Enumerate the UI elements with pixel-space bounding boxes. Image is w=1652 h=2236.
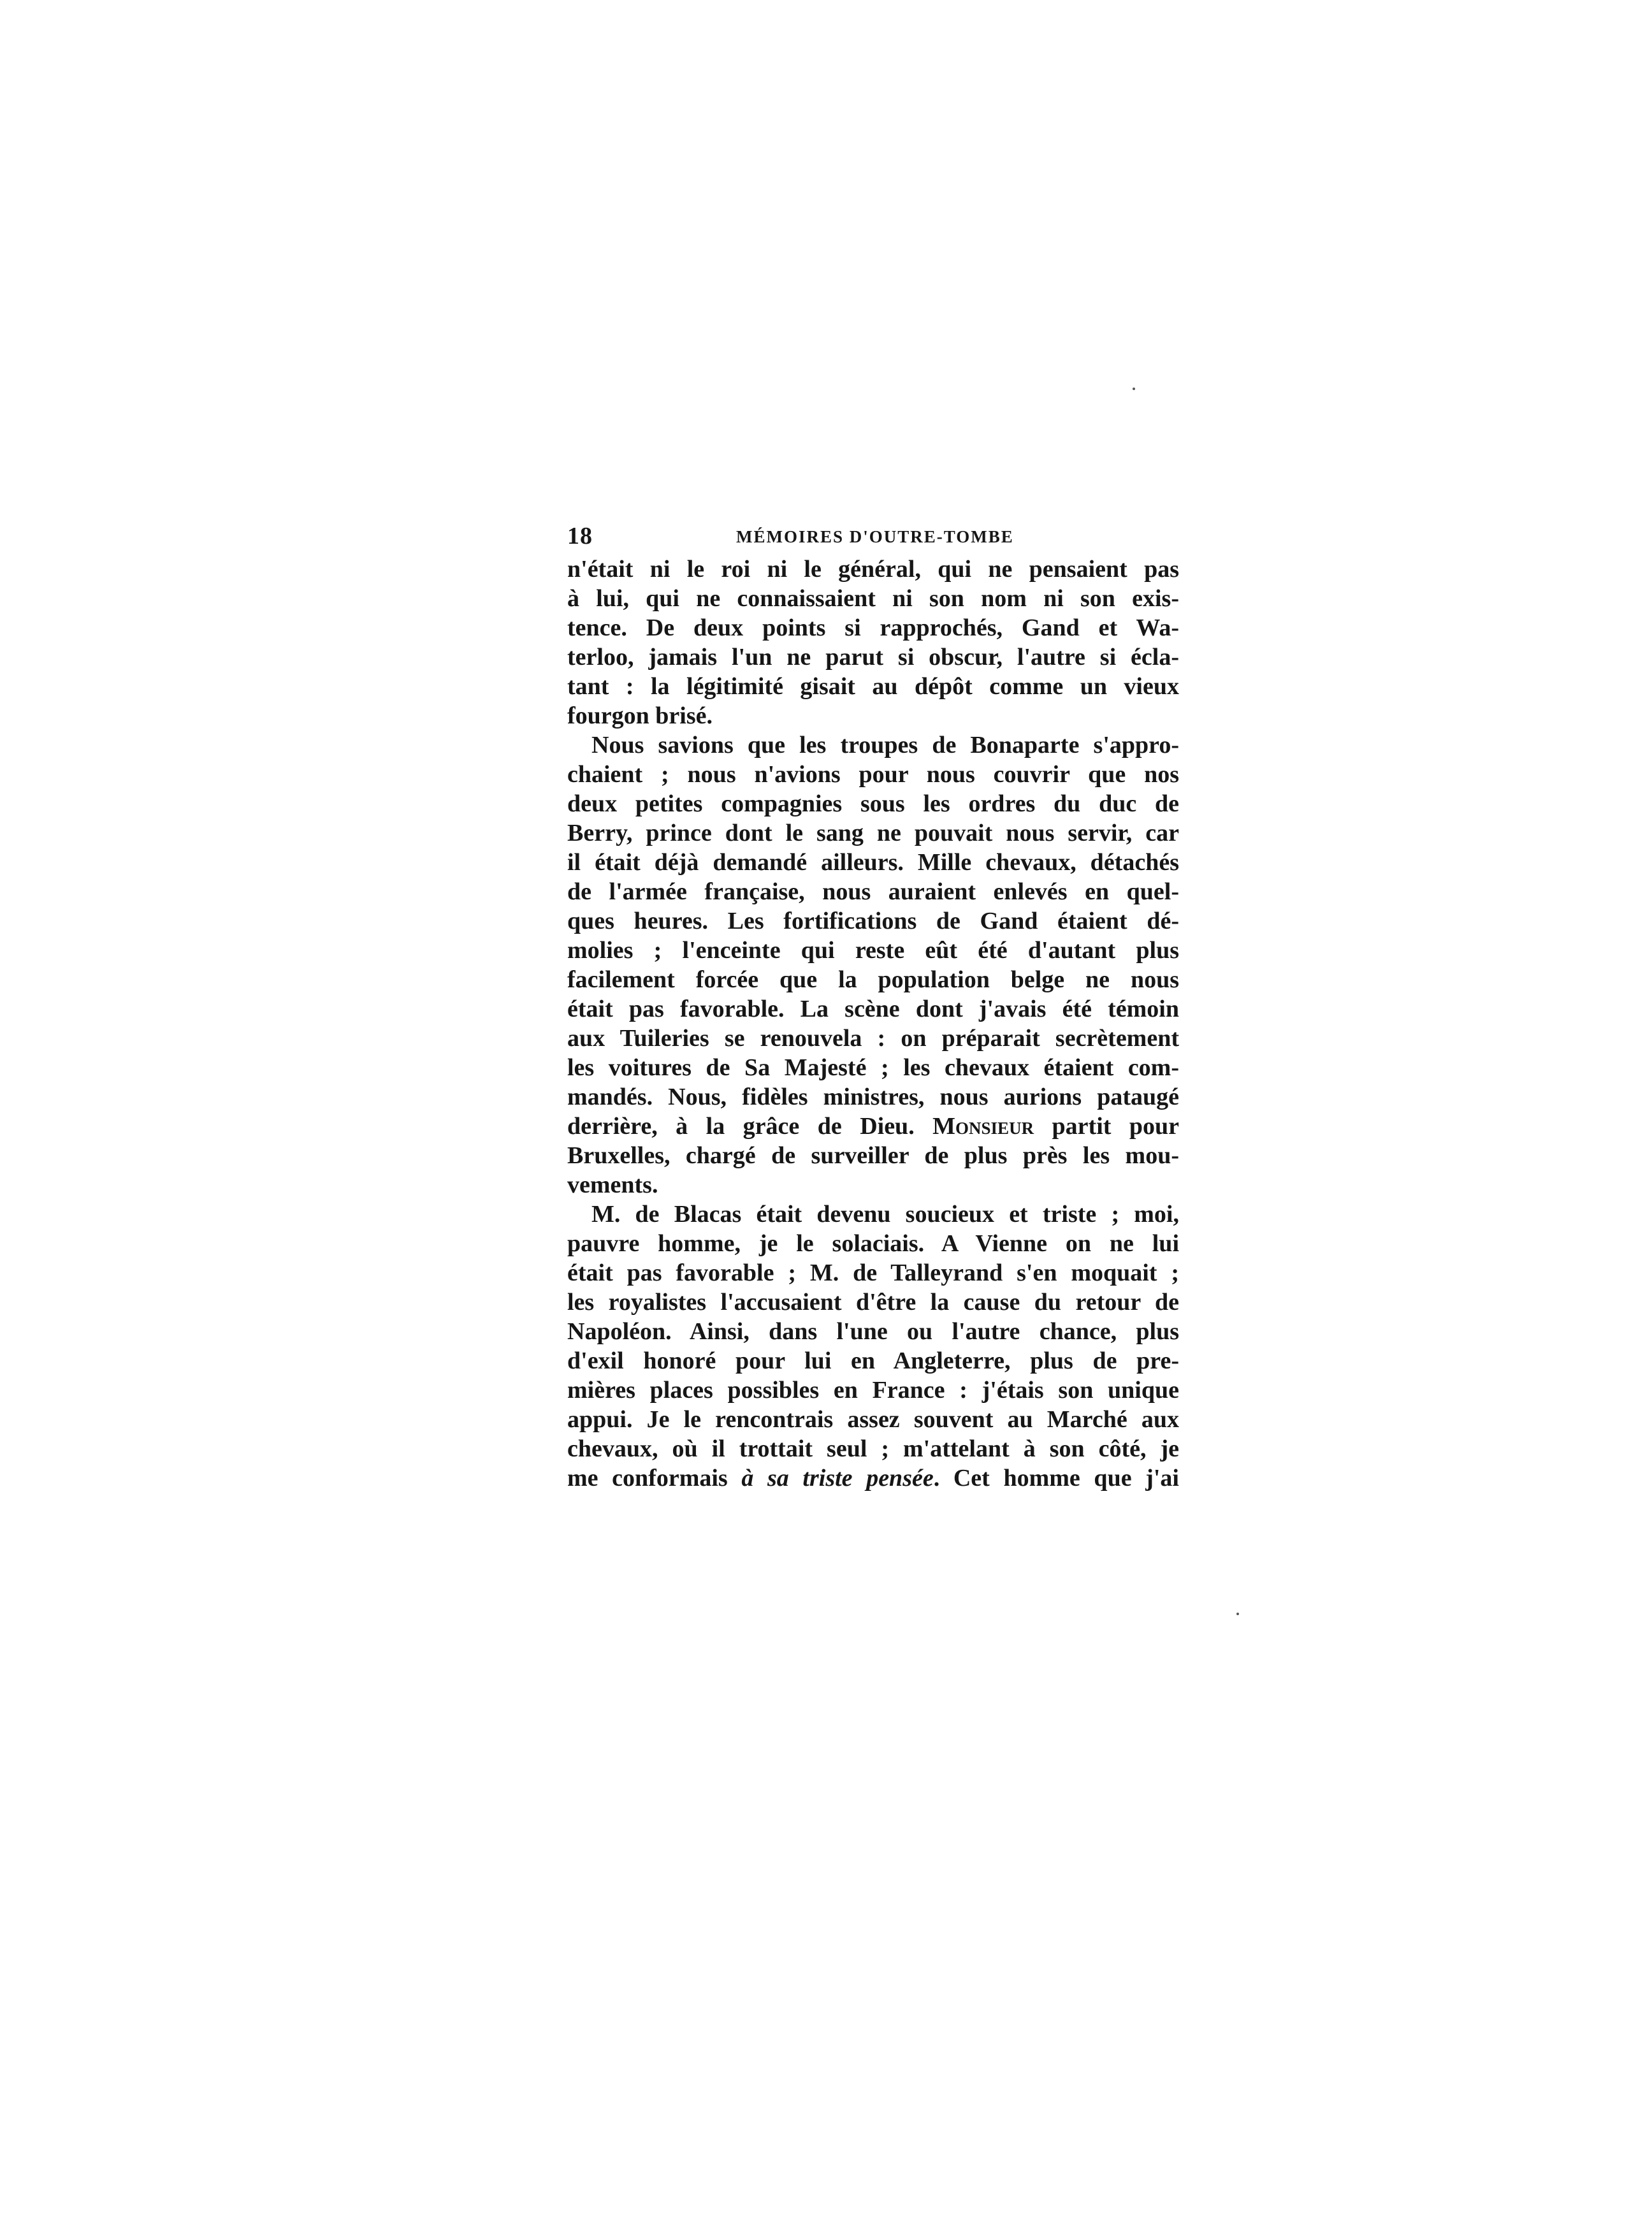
page-number: 18 [567,523,593,549]
text-line: appui. Je le rencontrais assez souvent au Marché aux [567,1406,1179,1433]
text-run: derrière, à la grâce de Dieu. [567,1113,933,1140]
text-line: n'était ni le roi ni le général, qui ne pensaient pas [567,556,1179,583]
text-line: Napoléon. Ainsi, dans l'une ou l'autre chance, plus [567,1318,1179,1345]
text-line: ques heures. Les fortifications de Gand étaient dé- [567,908,1179,934]
text-line [567,1112,1179,1141]
text-line: fourgon brisé. [567,702,713,729]
text-run: partit pour [1034,1113,1180,1140]
book-page [567,518,1179,1493]
text-line: vements. [567,1172,658,1198]
small-caps-monsieur: Monsieur [932,1113,1034,1140]
text-line: Nous savions que les troupes de Bonaparte s'appro- [591,732,1179,759]
text-line: mandés. Nous, fidèles ministres, nous aurions pataugé [567,1084,1179,1110]
text-line: tant : la légitimité gisait au dépôt comme un vieux [567,673,1179,700]
text-line: deux petites compagnies sous les ordres du duc de [567,790,1179,817]
text-line: il était déjà demandé ailleurs. Mille chevaux, détachés [567,849,1179,876]
text-line: terloo, jamais l'un ne parut si obscur, l'autre si écla- [567,644,1179,671]
body-text [567,555,1179,1493]
text-line: Berry, prince dont le sang ne pouvait nous servir, car [567,820,1179,846]
text-run: . Cet homme que j'ai [933,1465,1179,1492]
text-line: pauvre homme, je le solaciais. A Vienne on ne lui [567,1230,1179,1257]
text-line: chevaux, où il trottait seul ; m'attelant à son côté, je [567,1435,1179,1462]
italic-quote: à sa triste pensée [741,1465,934,1492]
text-line: aux Tuileries se renouvela : on préparait secrètement [567,1025,1179,1052]
text-line: molies ; l'enceinte qui reste eût été d'autant plus [567,937,1179,964]
scan-speck [1133,388,1135,390]
text-line: était pas favorable. La scène dont j'avais été témoin [567,996,1179,1022]
scan-speck [1236,1613,1239,1615]
text-line: M. de Blacas était devenu soucieux et triste ; moi, [591,1201,1179,1228]
text-line: mières places possibles en France : j'étais son unique [567,1377,1179,1404]
text-line: les voitures de Sa Majesté ; les chevaux étaient com- [567,1054,1179,1081]
text-line: facilement forcée que la population belge ne nous [567,966,1179,993]
text-run: me conformais [567,1465,742,1492]
text-line: d'exil honoré pour lui en Angleterre, plus de pre- [567,1347,1179,1374]
text-line: tence. De deux points si rapprochés, Gand et Wa- [567,614,1179,641]
text-line: de l'armée française, nous auraient enlevés en quel- [567,878,1179,905]
text-line: à lui, qui ne connaissaient ni son nom ni son exis- [567,585,1179,612]
text-line: Bruxelles, chargé de surveiller de plus près les mou- [567,1142,1179,1169]
running-head [567,518,1179,555]
running-title: MÉMOIRES D'OUTRE-TOMBE [736,527,1014,546]
text-line: les royalistes l'accusaient d'être la cause du retour de [567,1289,1179,1316]
text-line: était pas favorable ; M. de Talleyrand s'en moquait ; [567,1260,1179,1286]
text-line [567,1463,1179,1493]
text-line: chaient ; nous n'avions pour nous couvrir que nos [567,761,1179,788]
